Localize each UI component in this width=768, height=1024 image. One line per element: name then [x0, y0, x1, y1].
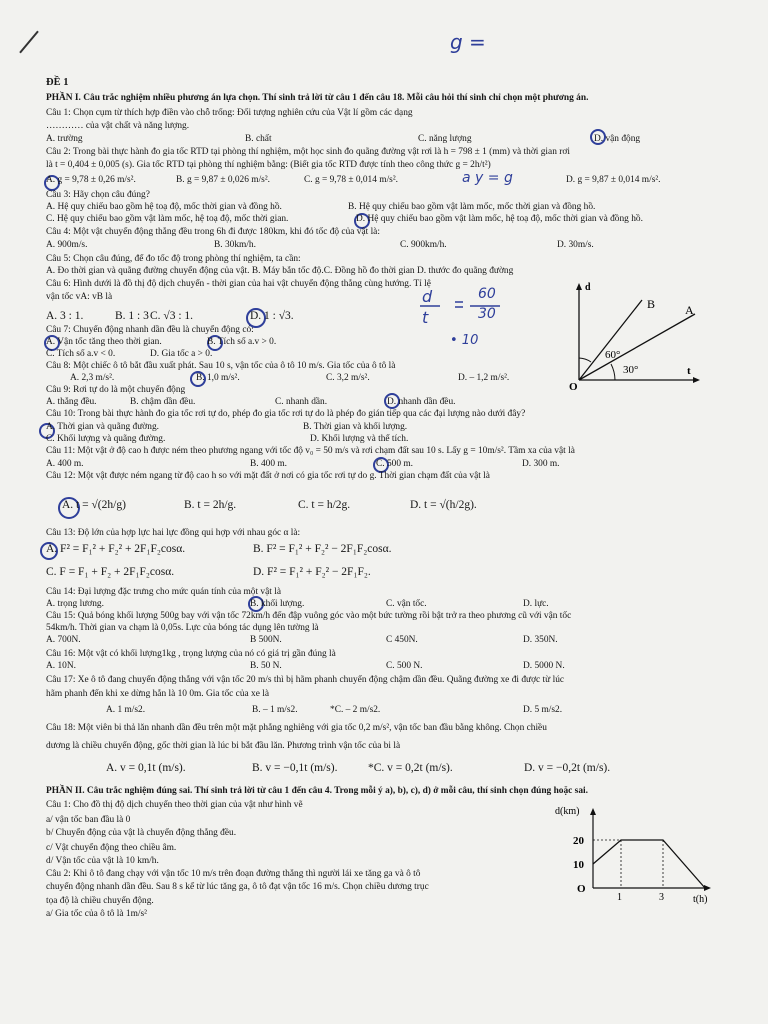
- handwritten-ay: a y = g: [462, 170, 513, 186]
- q10-option-d: D. Khối lượng và thể tích.: [310, 434, 409, 444]
- q4-option-c: C. 900km/h.: [400, 240, 447, 250]
- q9-option-d: D. nhanh dần đều.: [387, 397, 456, 407]
- q8-option-d: D. – 1,2 m/s².: [458, 373, 510, 383]
- graph-q6-60-label: 60°: [605, 349, 621, 361]
- graph-q6-arc30: [611, 364, 615, 380]
- graph-q6-B-label: B: [647, 297, 656, 311]
- handwritten-dot: • 10: [450, 333, 479, 348]
- graph-q6-t-label: t: [687, 365, 691, 377]
- graph-p2q1-x-arrow: [704, 885, 711, 891]
- q8-option-c: C. 3,2 m/s².: [326, 373, 370, 383]
- q17-option-b: B. – 1 m/s2.: [252, 705, 298, 715]
- q7-option-b: B. Tích số a.v > 0.: [207, 337, 277, 347]
- q15-option-a: A. 700N.: [46, 635, 81, 645]
- q16-option-d: D. 5000 N.: [523, 661, 565, 671]
- graph-q6-d-label: d: [585, 282, 591, 293]
- q8-option-b: B. 1,0 m/s².: [196, 373, 240, 383]
- q12-option-a: A. t = √(2h/g): [62, 499, 126, 511]
- q3-option-c: C. Hệ quy chiếu bao gồm vật làm mốc, hệ toạ độ, mốc thời gian.: [46, 214, 289, 224]
- q2-option-b: B. g = 9,87 ± 0,026 m/s².: [176, 175, 270, 185]
- q9-option-a: A. thẳng đều.: [46, 397, 97, 407]
- graph-p2q1-x1: 1: [617, 892, 622, 903]
- exam-page: g = a y = g d t 60 30 • 10 ĐỀ 1 PHẦN I. Câu trắc nghiệm nhiều phương án lựa chọn. Thí sinh trả lời từ câu 1 đến câu 18. Mỗi câu hỏi thí sinh chỉ chọn một phương án. Câu 1: Chọn cụm từ thích hợp điền vào chỗ trống: Đối tượng nghiên cứu của Vật lí gồm các dạng ………… của vật chất và năng lượng. A. trường B. chất C. năng lượng D. vận động Câu 2: Trong bài thực hành đo gia tốc RTD tại phòng thí nghiệm, một học sinh đo quãng đường vật rơi là h = 798 ± 1 (mm) và thời gian rơi là t = 0,404 ± 0,005 (s). Gia tốc RTD tại phòng thí nghiệm bằng: (Biết gia tốc RTD được tính theo công thức g = 2h/t²) A. g = 9,78 ± 0,26 m/s². B. g = 9,87 ± 0,026 m/s². C. g = 9,78 ± 0,014 m/s². D. g = 9,87 ± 0,014 m/s². Câu 3: Hãy chọn câu đúng? A. Hệ quy chiếu bao gồm hệ toạ độ, mốc thời gian và đồng hồ. B. Hệ quy chiếu bao gồm vật làm mốc, mốc thời gian và đồng hồ. C. Hệ quy chiếu bao gồm vật làm mốc, hệ toạ độ, mốc thời gian. D. Hệ quy chiếu bao gồm vật làm mốc, hệ toạ độ, mốc thời gian và đồng hồ. Câu 4: Một vật chuyển động thẳng đều trong 6h đi được 180km, khi đó tốc độ của vật là: A. 900m/s. B. 30km/h. C. 900km/h. D. 30m/s. Câu 5: Chọn câu đúng, để đo tốc độ trong phòng thí nghiệm, ta cần: A. Đo thời gian và quãng đường chuyển động của vật. B. Máy bắn tốc độ.C. Đồng hồ đo thời gian D. thước đo quãng đường Câu 6: Hình dưới là đồ thị độ dịch chuyển - thời gian của hai vật chuyển động thẳng cùng hướng. Tỉ lệ vận tốc vA: vB là A. 3 : 1. B. 1 : 3 C. √3 : 1. D. 1 : √3. Câu 7: Chuyển động nhanh dần đều là chuyển động có: A. Vận tốc tăng theo thời gian. B. Tích số a.v > 0. C. Tích số a.v < 0. D. Gia tốc a > 0. Câu 8: Một chiếc ô tô bắt đầu xuất phát. Sau 10 s, vận tốc của ô tô 10 m/s. Gia tốc của ô tô là A. 2,3 m/s². B. 1,0 m/s². C. 3,2 m/s². D. – 1,2 m/s². Câu 9: Rơi tự do là một chuyển động A. thẳng đều. B. chậm dần đều. C. nhanh dần. D. nhanh dần đều. Câu 10: Trong bài thực hành đo gia tốc rơi tự do, phép đo gia tốc rơi tự do là phép đo gián tiếp qua các đại lượng nào dưới đây? A. Thời gian và quãng đường. B. Thời gian và khối lượng. C. Khối lượng và quãng đường. D. Khối lượng và thể tích. Câu 11: Một vật ở độ cao h được ném theo phương ngang với tốc độ v₀ = 50 m/s và rơi chạm đất sau 10 s. Lấy g = 10m/s². Tầm xa của vật là A. 400 m. B. 400 m. C. 500 m. D. 300 m. Câu 12: Một vật được ném ngang từ độ cao h so với mặt đất ở nơi có gia tốc rơi tự do g. Thời gian chạm đất của vật là A. t = √(2h/g) B. t = 2h/g. C. t = h/2g. D. t = √(h/2g). Câu 13: Độ lớn của hợp lực hai lực đồng qui hợp với nhau góc α là: A. F² = F₁² + F₂² + 2F₁F₂cosα. B. F² = F₁² + F₂² − 2F₁F₂cosα. C. F = F₁ + F₂ + 2F₁F₂cosα. D. F² = F₁² + F₂² − 2F₁F₂. Câu 14: Đại lượng đặc trưng cho mức quán tính của một vật là A. trọng lương. B. khối lượng. C. vận tốc. D. lực. Câu 15: Quả bóng khối lượng 500g bay với vận tốc 72km/h đến đập vuông góc vào một bức tường rồi bật trở ra theo phương cũ với vận tốc 54km/h. Thời gian va chạm là 0,05s. Lực của bóng tác dụng lên tường là A. 700N. B 500N. C 450N. D. 350N. Câu 16: Một vật có khối lượng1kg , trọng lượng của nó có giá trị gần đúng là A. 10N. B. 50 N. C. 500 N. D. 5000 N. Câu 17: Xe ô tô đang chuyển động thẳng với vận tốc 20 m/s thì bị hãm phanh chuyển động chậm dần đều. Quãng đường xe đi được từ lúc hãm phanh đến khi xe dừng hẳn là 10 0m. Gia tốc của xe là A. 1 m/s2. B. – 1 m/s2. *C. – 2 m/s2. D. 5 m/s2. Câu 18: Một viên bi thả lăn nhanh dần đều trên một mặt phẳng nghiêng với gia tốc 0,2 m/s², vận tốc ban đầu bằng không. Chọn chiều dương là chiều chuyển động, gốc thời gian là lúc bi bắt đầu lăn. Phương trình vận tốc của bi là A. v = 0,1t (m/s). B. v = −0,1t (m/s). *C. v = 0,2t (m/s). D. v = −0,2t (m/s). PHẦN II. Câu trắc nghiệm đúng sai. Thí sinh trả lời từ câu 1 đến câu 4. Trong mỗi ý a), b), c), d) ở mỗi câu, thí sinh chọn đúng hoặc sai. Câu 1: Cho đồ thị độ dịch chuyển theo thời gian của vật như hình vẽ a/ vận tốc ban đầu là 0 b/ Chuyển động của vật là chuyển động thẳng đều. c/ Vật chuyển động theo chiều âm. d/ Vận tốc của vật là 10 km/h. Câu 2: Khi ô tô đang chạy với vận tốc 10 m/s trên đoạn đường thẳng thì người lái xe tăng ga và ô tô chuyển động nhanh dần đều. Sau 8 s kể từ lúc tăng ga, ô tô đạt vận tốc 16 m/s. Chọn chiều dương trục tọa độ là chiều chuyển động. a/ Gia tốc của ô tô là 1m/s² d B A 60° 30° O t d(km) 20 10 O 1 3 t(h): [0, 0, 768, 1024]
- q14-option-b: B. khối lượng.: [250, 599, 305, 609]
- q11-option-a: A. 400 m.: [46, 459, 84, 469]
- q4-option-d: D. 30m/s.: [557, 240, 594, 250]
- graph-q6-O-label: O: [569, 381, 578, 393]
- q14-option-c: C. vận tốc.: [386, 599, 427, 609]
- q10-option-c: C. Khối lượng và quãng đường.: [46, 434, 166, 444]
- q9-option-b: B. chậm dần đều.: [130, 397, 196, 407]
- q7-option-a: A. Vận tốc tăng theo thời gian.: [46, 337, 162, 347]
- q1-option-d: D. vận động: [594, 134, 641, 144]
- q6-option-a: A. 3 : 1.: [46, 310, 84, 322]
- graph-p2q1-y20: 20: [573, 835, 584, 847]
- q11-option-d: D. 300 m.: [522, 459, 560, 469]
- q9-option-c: C. nhanh dần.: [275, 397, 328, 407]
- graph-p2q1: [555, 800, 725, 910]
- q4-option-b: B. 30km/h.: [214, 240, 256, 250]
- q13-option-c: C. F = F₁ + F₂ + 2F₁F₂cosα.: [46, 566, 175, 578]
- q6-option-d: D. 1 : √3.: [250, 310, 294, 322]
- q11-option-b: B. 400 m.: [250, 459, 287, 469]
- handwritten-frac-d: d: [422, 287, 433, 306]
- q2-option-a: A. g = 9,78 ± 0,26 m/s².: [46, 175, 136, 185]
- q8-option-a: A. 2,3 m/s².: [70, 373, 115, 383]
- handwritten-30: 30: [478, 306, 496, 322]
- graph-q6-30-label: 30°: [623, 364, 639, 376]
- graph-q6-arc60: [579, 358, 591, 362]
- q12-option-c: C. t = h/2g.: [298, 499, 351, 511]
- graph-q6-A-label: A: [685, 303, 694, 317]
- graph-p2q1-y10: 10: [573, 859, 584, 871]
- q10-option-b: B. Thời gian và khối lượng.: [303, 422, 408, 432]
- q17-option-c: *C. – 2 m/s2.: [330, 705, 381, 715]
- q6-option-b: B. 1 : 3: [115, 310, 149, 322]
- q3-option-d: D. Hệ quy chiếu bao gồm vật làm mốc, hệ toạ độ, mốc thời gian và đồng hồ.: [356, 214, 643, 224]
- q15-option-b: B 500N.: [250, 635, 282, 645]
- q13-option-a: A. F² = F₁² + F₂² + 2F₁F₂cosα.: [46, 543, 186, 555]
- q10-option-a: A. Thời gian và quãng đường.: [46, 422, 159, 432]
- q13-option-b: B. F² = F₁² + F₂² − 2F₁F₂cosα.: [253, 543, 392, 555]
- q13-option-d: D. F² = F₁² + F₂² − 2F₁F₂.: [253, 566, 371, 578]
- q17-option-d: D. 5 m/s2.: [523, 705, 563, 715]
- q17-option-a: A. 1 m/s2.: [106, 705, 146, 715]
- q14-option-a: A. trọng lương.: [46, 599, 104, 609]
- graph-p2q1-x3: 3: [659, 892, 664, 903]
- q16-option-a: A. 10N.: [46, 661, 76, 671]
- q7-option-c: C. Tích số a.v < 0.: [46, 349, 116, 359]
- handwritten-frac-lines: [415, 296, 505, 316]
- graph-p2q1-O: O: [577, 883, 586, 895]
- handwritten-g: g =: [450, 30, 486, 54]
- graph-p2q1-ylabel: d(km): [555, 806, 580, 817]
- q18-option-b: B. v = −0,1t (m/s).: [252, 762, 338, 774]
- graph-q6-t-arrow: [693, 377, 700, 383]
- q12-option-d: D. t = √(h/2g).: [410, 499, 477, 511]
- q11-option-c: C. 500 m.: [376, 459, 413, 469]
- handwritten-frac-t: t: [422, 308, 429, 327]
- q16-option-b: B. 50 N.: [250, 661, 282, 671]
- q18-option-c: *C. v = 0,2t (m/s).: [368, 762, 453, 774]
- q12-option-b: B. t = 2h/g.: [184, 499, 237, 511]
- q7-option-d: D. Gia tốc a > 0.: [150, 349, 213, 359]
- q4-option-a: A. 900m/s.: [46, 240, 88, 250]
- q18-option-d: D. v = −0,2t (m/s).: [524, 762, 611, 774]
- q14-option-d: D. lực.: [523, 599, 549, 609]
- graph-q6: [565, 280, 705, 395]
- q3-option-a: A. Hệ quy chiếu bao gồm hệ toạ độ, mốc thời gian và đồng hồ.: [46, 202, 282, 212]
- graph-p2q1-xlabel: t(h): [693, 894, 708, 905]
- graph-p2q1-line: [593, 840, 705, 888]
- graph-q6-d-arrow: [576, 283, 582, 290]
- q1-option-c: C. năng lượng: [418, 134, 472, 144]
- q16-option-c: C. 500 N.: [386, 661, 423, 671]
- q2-option-c: C. g = 9,78 ± 0,014 m/s².: [304, 175, 398, 185]
- graph-p2q1-y-arrow: [590, 808, 596, 815]
- q18-option-a: A. v = 0,1t (m/s).: [106, 762, 186, 774]
- q6-option-c: C. √3 : 1.: [150, 310, 194, 322]
- q15-option-d: D. 350N.: [523, 635, 558, 645]
- q15-option-c: C 450N.: [386, 635, 418, 645]
- handwritten-60: 60: [478, 286, 496, 302]
- page-crease: [19, 31, 39, 54]
- q3-option-b: B. Hệ quy chiếu bao gồm vật làm mốc, mốc thời gian và đồng hồ.: [348, 202, 596, 212]
- q1-option-b: B. chất: [245, 134, 272, 144]
- q2-option-d: D. g = 9,87 ± 0,014 m/s².: [566, 175, 661, 185]
- q1-option-a: A. trường: [46, 134, 83, 144]
